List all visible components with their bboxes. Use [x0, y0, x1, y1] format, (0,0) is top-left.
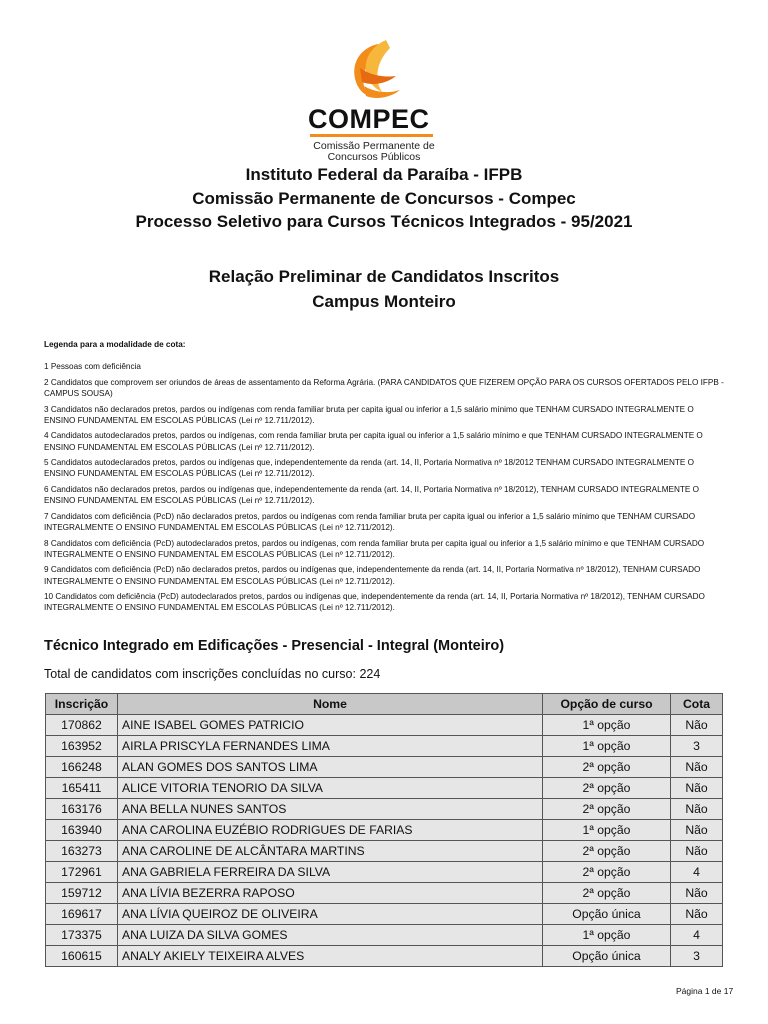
table-row: [46, 883, 723, 904]
logo-wordmark: COMPEC: [308, 104, 430, 134]
header-cota: Cota: [671, 694, 723, 715]
cell-opcao: 2ª opção: [543, 883, 671, 904]
legend-item: 4 Candidatos autodeclarados pretos, pardos ou indígenas, com renda familiar bruta per capita igual ou inferior a 1,5 salário mínimo e que TENHAM CURSADO INTEGRALMENTE O ENSINO FUNDAMENTAL EM ESCOLAS PÚBLICAS (Lei nº 12.711/2012).: [44, 431, 703, 452]
cell-opcao: Opção única: [543, 904, 671, 925]
cell-inscricao: 163273: [46, 841, 118, 862]
logo-subtitle-line2: Concursos Públicos: [327, 151, 421, 163]
header-nome: Nome: [118, 694, 543, 715]
cell-nome: ANALY AKIELY TEIXEIRA ALVES: [118, 946, 543, 967]
legend-item: 8 Candidatos com deficiência (PcD) autodeclarados pretos, pardos ou indígenas, com renda familiar bruta per capita igual ou inferior a 1,5 salário mínimo e que TENHAM CURSADO INTEGRALMENTE O ENSINO FUNDAMENTAL EM ESCOLAS PÚBLICAS (Lei nº 12.711/2012).: [44, 538, 705, 559]
cell-opcao: 2ª opção: [543, 841, 671, 862]
cell-cota: Não: [671, 904, 723, 925]
cell-nome: ANA LÍVIA QUEIROZ DE OLIVEIRA: [118, 904, 543, 925]
cell-nome: ALAN GOMES DOS SANTOS LIMA: [118, 757, 543, 778]
cell-nome: ANA CAROLINA EUZÉBIO RODRIGUES DE FARIAS: [118, 820, 543, 841]
cell-cota: Não: [671, 757, 723, 778]
table-header-row: [46, 694, 723, 715]
cell-inscricao: 173375: [46, 925, 118, 946]
course-title: Técnico Integrado em Edificações - Presencial - Integral (Monteiro): [44, 638, 505, 654]
table-row: [46, 946, 723, 967]
cell-cota: 3: [671, 946, 723, 967]
cell-cota: Não: [671, 883, 723, 904]
cell-cota: 4: [671, 862, 723, 883]
quota-legend: [44, 339, 724, 618]
cell-inscricao: 159712: [46, 883, 118, 904]
legend-item: 5 Candidatos autodeclarados pretos, pardos ou indígenas que, independentemente da renda (art. 14, II, Portaria Normativa nº 18/2012 TENHAM CURSADO INTEGRALMENTE O ENSINO FUNDAMENTAL EM ESCOLAS PÚBLICAS (Lei nº 12.711/2012).: [44, 458, 694, 479]
cell-opcao: 1ª opção: [543, 736, 671, 757]
header-opcao: Opção de curso: [543, 694, 671, 715]
table-row: [46, 841, 723, 862]
table-row: [46, 820, 723, 841]
table-row: [46, 778, 723, 799]
cell-nome: ANA LÍVIA BEZERRA RAPOSO: [118, 883, 543, 904]
cell-inscricao: 163176: [46, 799, 118, 820]
table-row: [46, 925, 723, 946]
cell-inscricao: 172961: [46, 862, 118, 883]
table-row: [46, 736, 723, 757]
cell-opcao: 2ª opção: [543, 862, 671, 883]
process-title: Processo Seletivo para Cursos Técnicos Integrados - 95/2021: [135, 212, 633, 231]
legend-item: 9 Candidatos com deficiência (PcD) não declarados pretos, pardos ou indígenas que, independentemente da renda (art. 14, II, Portaria Normativa nº 18/2012), TENHAM CURSADO INTEGRALMENTE O ENSINO FUNDAMENTAL EM ESCOLAS PÚBLICAS (Lei nº 12.711/2012).: [44, 565, 701, 586]
table-row: [46, 904, 723, 925]
commission-title: Comissão Permanente de Concursos - Compec: [192, 188, 576, 208]
cell-opcao: 2ª opção: [543, 778, 671, 799]
cell-cota: Não: [671, 715, 723, 736]
cell-opcao: 1ª opção: [543, 820, 671, 841]
institution-title: Instituto Federal da Paraíba - IFPB: [245, 165, 523, 184]
compec-logo: [300, 38, 470, 163]
cell-nome: AIRLA PRISCYLA FERNANDES LIMA: [118, 736, 543, 757]
cell-nome: ANA GABRIELA FERREIRA DA SILVA: [118, 862, 543, 883]
page-number: Página 1 de 17: [676, 986, 734, 996]
cell-cota: Não: [671, 799, 723, 820]
cell-cota: Não: [671, 778, 723, 799]
legend-title: Legenda para a modalidade de cota:: [44, 340, 186, 349]
cell-nome: ALICE VITORIA TENORIO DA SILVA: [118, 778, 543, 799]
table-row: [46, 799, 723, 820]
cell-inscricao: 165411: [46, 778, 118, 799]
legend-item: 3 Candidatos não declarados pretos, pardos ou indígenas com renda familiar bruta per capita igual ou inferior a 1,5 salário mínimo que TENHAM CURSADO INTEGRALMENTE O ENSINO FUNDAMENTAL EM ESCOLAS PÚBLICAS (Lei nº 12.711/2012).: [44, 404, 694, 425]
table-row: [46, 862, 723, 883]
campus-title: Campus Monteiro: [312, 292, 456, 311]
legend-item: 1 Pessoas com deficiência: [44, 362, 141, 372]
table-row: [46, 715, 723, 736]
cell-opcao: 1ª opção: [543, 715, 671, 736]
cell-nome: AINE ISABEL GOMES PATRICIO: [118, 715, 543, 736]
cell-cota: Não: [671, 820, 723, 841]
cell-inscricao: 169617: [46, 904, 118, 925]
cell-inscricao: 163952: [46, 736, 118, 757]
candidates-table: [45, 693, 723, 967]
legend-item: 7 Candidatos com deficiência (PcD) não declarados pretos, pardos ou indígenas com renda familiar bruta per capita igual ou inferior a 1,5 salário mínimo que TENHAM CURSADO INTEGRALMENTE O ENSINO FUNDAMENTAL EM ESCOLAS PÚBLICAS (Lei nº 12.711/2012).: [44, 511, 696, 532]
cell-inscricao: 160615: [46, 946, 118, 967]
course-total: Total de candidatos com inscrições concluídas no curso: 224: [44, 667, 381, 681]
cell-cota: 4: [671, 925, 723, 946]
logo-subtitle: [310, 141, 438, 163]
cell-cota: Não: [671, 841, 723, 862]
cell-nome: ANA LUIZA DA SILVA GOMES: [118, 925, 543, 946]
cell-opcao: Opção única: [543, 946, 671, 967]
cell-opcao: 2ª opção: [543, 799, 671, 820]
cell-inscricao: 166248: [46, 757, 118, 778]
cell-opcao: 1ª opção: [543, 925, 671, 946]
header-inscricao: Inscrição: [46, 694, 118, 715]
list-title: Relação Preliminar de Candidatos Inscritos: [208, 267, 560, 286]
cell-inscricao: 170862: [46, 715, 118, 736]
cell-nome: ANA CAROLINE DE ALCÂNTARA MARTINS: [118, 841, 543, 862]
cell-nome: ANA BELLA NUNES SANTOS: [118, 799, 543, 820]
legend-item: 2 Candidatos que comprovem ser oriundos de áreas de assentamento da Reforma Agrária. (PARA CANDIDATOS QUE FIZEREM OPÇÃO PARA OS CURSOS OFERTADOS PELO IFPB - CAMPUS SOUSA): [44, 377, 724, 398]
compec-swirl-icon: [338, 38, 408, 102]
document-subheader: [0, 264, 768, 314]
legend-item: 6 Candidatos não declarados pretos, pardos ou indígenas que, independentemente da renda (art. 14, II, Portaria Normativa nº 18/2012), TENHAM CURSADO INTEGRALMENTE O ENSINO FUNDAMENTAL EM ESCOLAS PÚBLICAS (Lei nº 12.711/2012).: [44, 484, 699, 506]
table-row: [46, 757, 723, 778]
document-header: [0, 163, 768, 234]
cell-inscricao: 163940: [46, 820, 118, 841]
logo-subtitle-line1: Comissão Permanente de: [313, 140, 435, 152]
cell-opcao: 2ª opção: [543, 757, 671, 778]
logo-divider: [310, 134, 433, 137]
legend-item: 10 Candidatos com deficiência (PcD) autodeclarados pretos, pardos ou indígenas que, independentemente da renda (art. 14, II, Portaria Normativa nº 18/2012), TENHAM CURSADO INTEGRALMENTE O ENSINO FUNDAMENTAL EM ESCOLAS PÚBLICAS (Lei nº 12.711/2012).: [44, 592, 705, 613]
cell-cota: 3: [671, 736, 723, 757]
